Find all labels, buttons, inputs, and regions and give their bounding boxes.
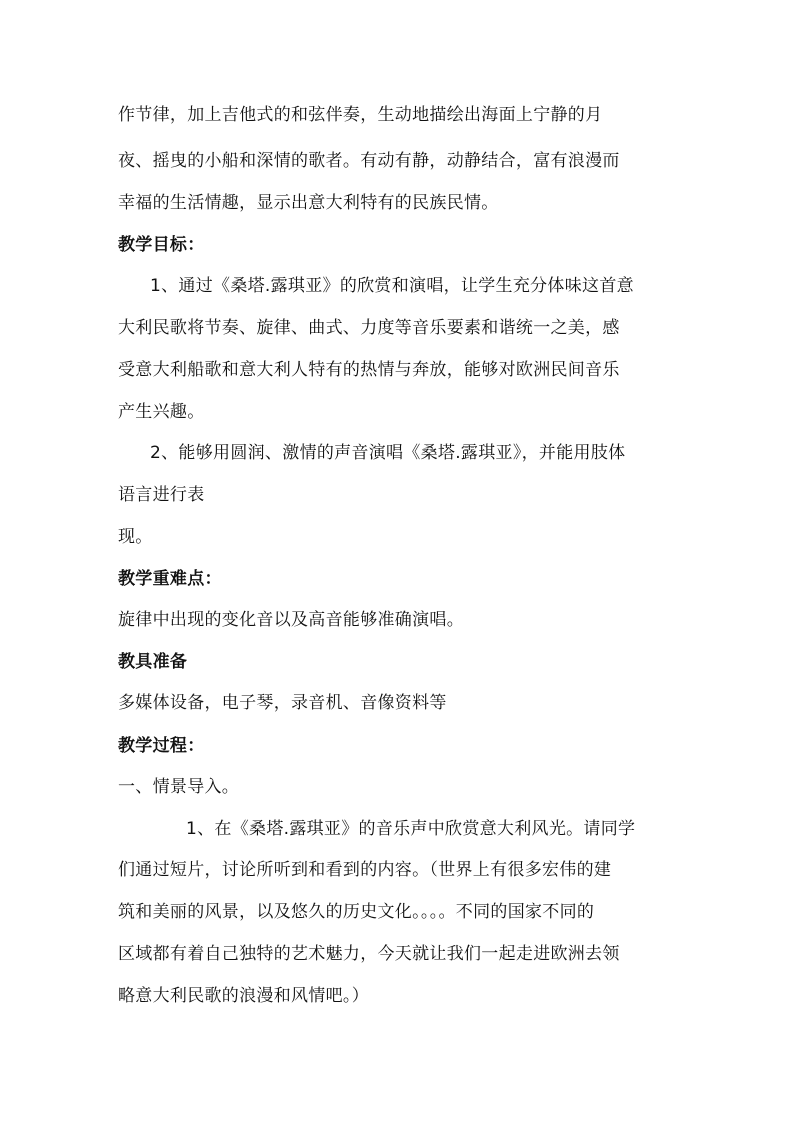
goal-2-line-2: 语言进行表 — [118, 485, 205, 505]
difficulty-text: 旋律中出现的变化音以及高音能够准确演唱。 — [118, 610, 464, 630]
goals-heading: 教学目标： — [118, 235, 205, 255]
process-heading: 教学过程： — [118, 736, 205, 756]
goal-1-line-1: 1、通过《桑塔.露琪亚》的欣赏和演唱，让学生充分体味这首意 — [150, 276, 634, 296]
goal-1-line-2: 大利民歌将节奏、旋律、曲式、力度等音乐要素和谐统一之美，感 — [118, 318, 620, 338]
goal-2-line-3: 现。 — [118, 527, 153, 547]
step-1-line-2: 们通过短片，讨论所听到和看到的内容。（世界上有很多宏伟的建 — [118, 860, 612, 880]
step-1-line-5: 略意大利民歌的浪漫和风情吧。） — [118, 986, 369, 1006]
section-1-title: 一、情景导入。 — [118, 777, 240, 797]
step-1-line-3: 筑和美丽的风景，以及悠久的历史文化。。。。不同的国家不同的 — [118, 902, 595, 922]
intro-line-1: 作节律，加上吉他式的和弦伴奏，生动地描绘出海面上宁静的月 — [118, 105, 603, 125]
difficulty-heading: 教学重难点： — [118, 569, 222, 589]
step-1-line-1: 1、在《桑塔.露琪亚》的音乐声中欣赏意大利风光。请同学 — [186, 819, 636, 839]
prep-heading: 教具准备 — [118, 652, 188, 672]
intro-line-3: 幸福的生活情趣，显示出意大利特有的民族民情。 — [118, 193, 499, 213]
intro-line-2: 夜、摇曳的小船和深情的歌者。有动有静，动静结合，富有浪漫而 — [118, 151, 620, 171]
goal-1-line-3: 受意大利船歌和意大利人特有的热情与奔放，能够对欧洲民间音乐 — [118, 360, 620, 380]
goal-1-line-4: 产生兴趣。 — [118, 402, 205, 422]
step-1-line-4: 区域都有着自己独特的艺术魅力，今天就让我们一起走进欧洲去领 — [118, 944, 620, 964]
prep-text: 多媒体设备，电子琴，录音机、音像资料等 — [118, 693, 447, 713]
goal-2-line-1: 2、能够用圆润、激情的声音演唱《桑塔.露琪亚》，并能用肢体 — [150, 443, 626, 463]
